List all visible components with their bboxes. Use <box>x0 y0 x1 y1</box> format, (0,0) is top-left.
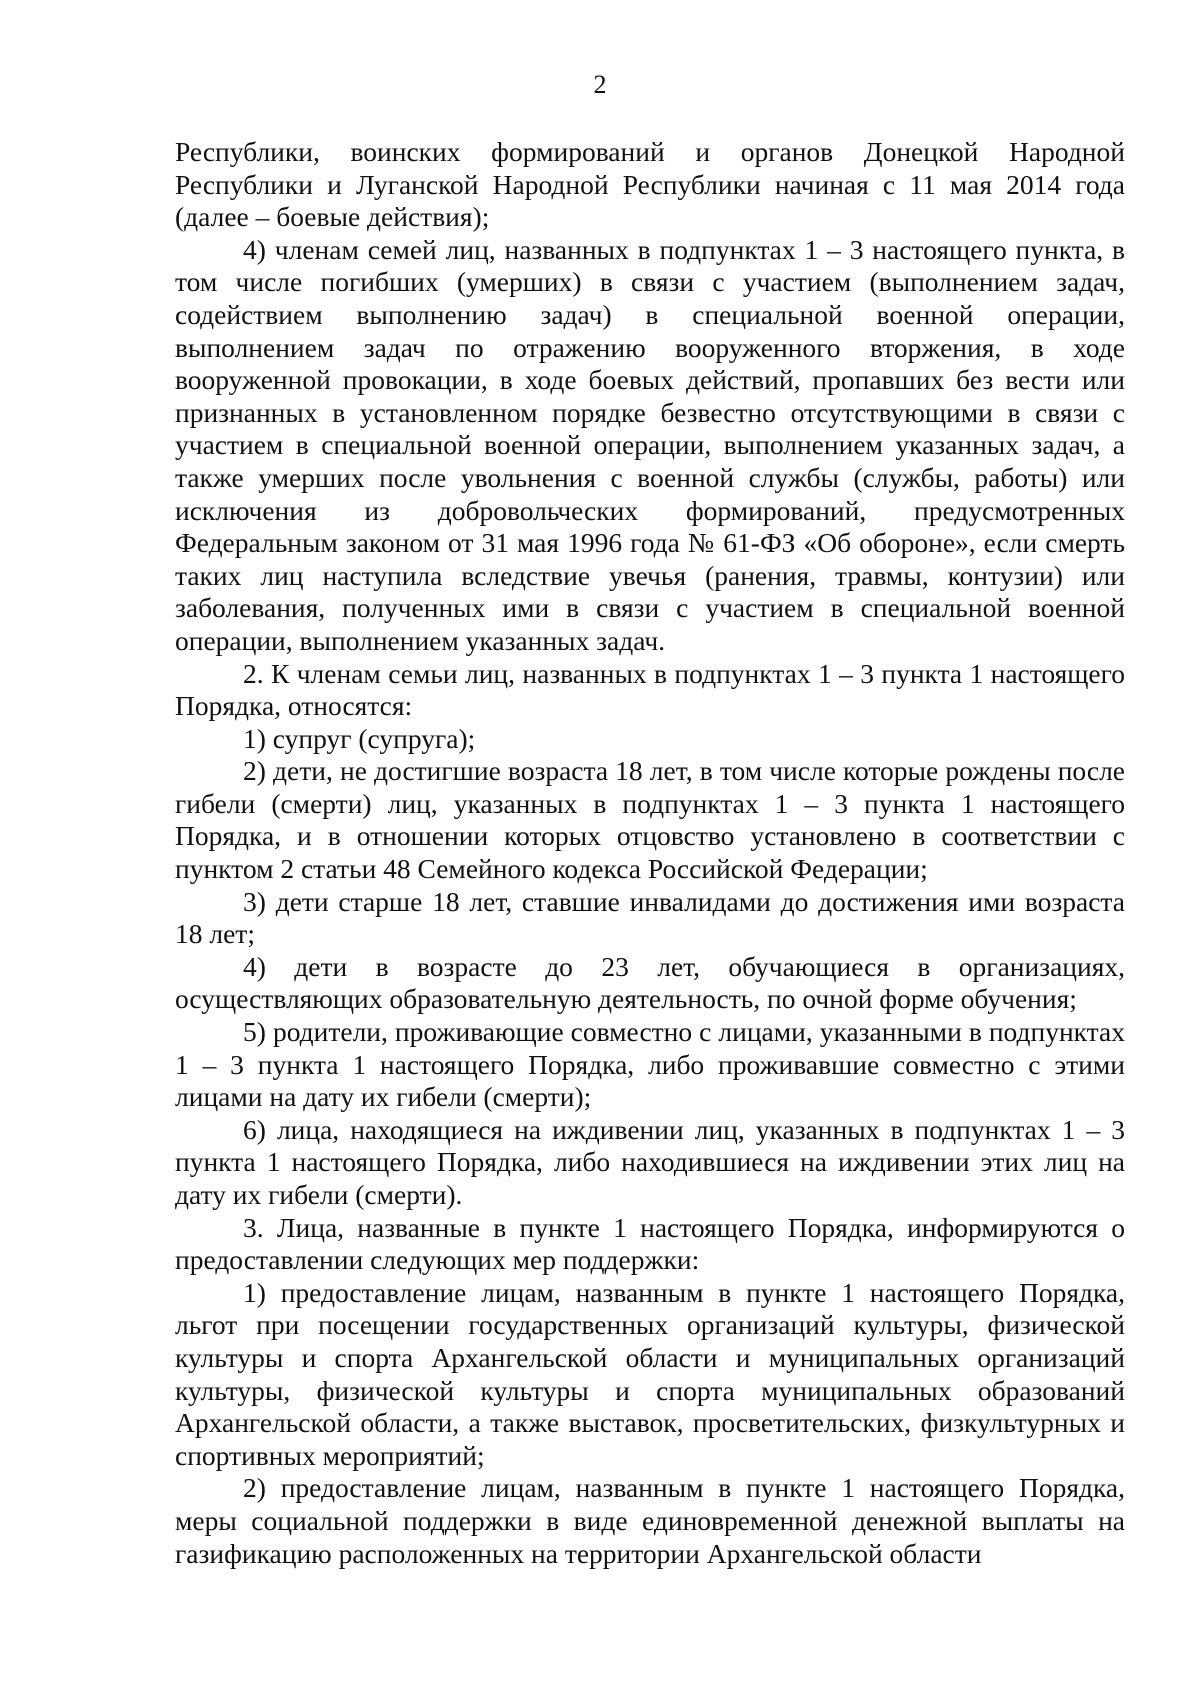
paragraph-family-item-2: 2) дети, не достигшие возраста 18 лет, в том числе которые рождены после гибели (смерти) лиц, указанных в подпунктах 1 – 3 пункта 1 настоящего Порядка, и в отношении которых отцовство установлено в соответствии с пунктом 2 статьи 48 Семейного кодекса Российской Федерации; <box>175 755 1125 885</box>
document-body <box>175 136 1125 1570</box>
paragraph-family-item-6: 6) лица, находящиеся на иждивении лиц, указанных в подпунктах 1 – 3 пункта 1 настоящего Порядка, либо находившиеся на иждивении этих лиц на дату их гибели (смерти). <box>175 1113 1125 1210</box>
paragraph-family-item-1: 1) супруг (супруга); <box>243 722 476 754</box>
paragraph-section-3: 3. Лица, названные в пункте 1 настоящего Порядка, информируются о предоставлении следующих мер поддержки: <box>175 1211 1125 1276</box>
paragraph-support-item-2: 2) предоставление лицам, названным в пункте 1 настоящего Порядка, меры социальной поддержки в виде единовременной денежной выплаты на газификацию расположенных на территории Архангельской области <box>175 1472 1125 1569</box>
paragraph-support-item-1: 1) предоставление лицам, названным в пункте 1 настоящего Порядка, льгот при посещении государственных организаций культуры, физической культуры и спорта Архангельской области и муниципальных организаций культуры, физической культуры и спорта муниципальных образований Архангельской области, а также выставок, просветительских, физкультурных и спортивных мероприятий; <box>175 1276 1125 1471</box>
paragraph-continuation: Республики, воинских формирований и органов Донецкой Народной Республики и Луганской Народной Республики начиная с 11 мая 2014 года (далее – боевые действия); <box>175 136 1125 233</box>
paragraph-family-item-3: 3) дети старше 18 лет, ставшие инвалидами до достижения ими возраста 18 лет; <box>175 885 1125 950</box>
page-number: 2 <box>593 70 607 99</box>
paragraph-family-item-4: 4) дети в возрасте до 23 лет, обучающиеся в организациях, осуществляющих образовательную деятельность, по очной форме обучения; <box>175 950 1125 1015</box>
paragraph-family-item-5: 5) родители, проживающие совместно с лицами, указанными в подпунктах 1 – 3 пункта 1 настоящего Порядка, либо проживавшие совместно с этими лицами на дату их гибели (смерти); <box>175 1016 1125 1113</box>
paragraph-subitem-4: 4) членам семей лиц, названных в подпунктах 1 – 3 настоящего пункта, в том числе погибших (умерших) в связи с участием (выполнением задач, содействием выполнению задач) в специальной военной операции, выполнением задач по отражению вооруженного вторжения, в ходе вооруженной провокации, в ходе боевых действий, пропавших без вести или признанных в установленном порядке безвестно отсутствующими в связи с участием в специальной военной операции, выполнением указанных задач, а также умерших после увольнения с военной службы (службы, работы) или исключения из добровольческих формирований, предусмотренных Федеральным законом от 31 мая 1996 года № 61-ФЗ «Об обороне», если смерть таких лиц наступила вследствие увечья (ранения, травмы, контузии) или заболевания, полученных ими в связи с участием в специальной военной операции, выполнением указанных задач. <box>175 233 1125 656</box>
paragraph-section-2: 2. К членам семьи лиц, названных в подпунктах 1 – 3 пункта 1 настоящего Порядка, относятся: <box>175 657 1125 722</box>
